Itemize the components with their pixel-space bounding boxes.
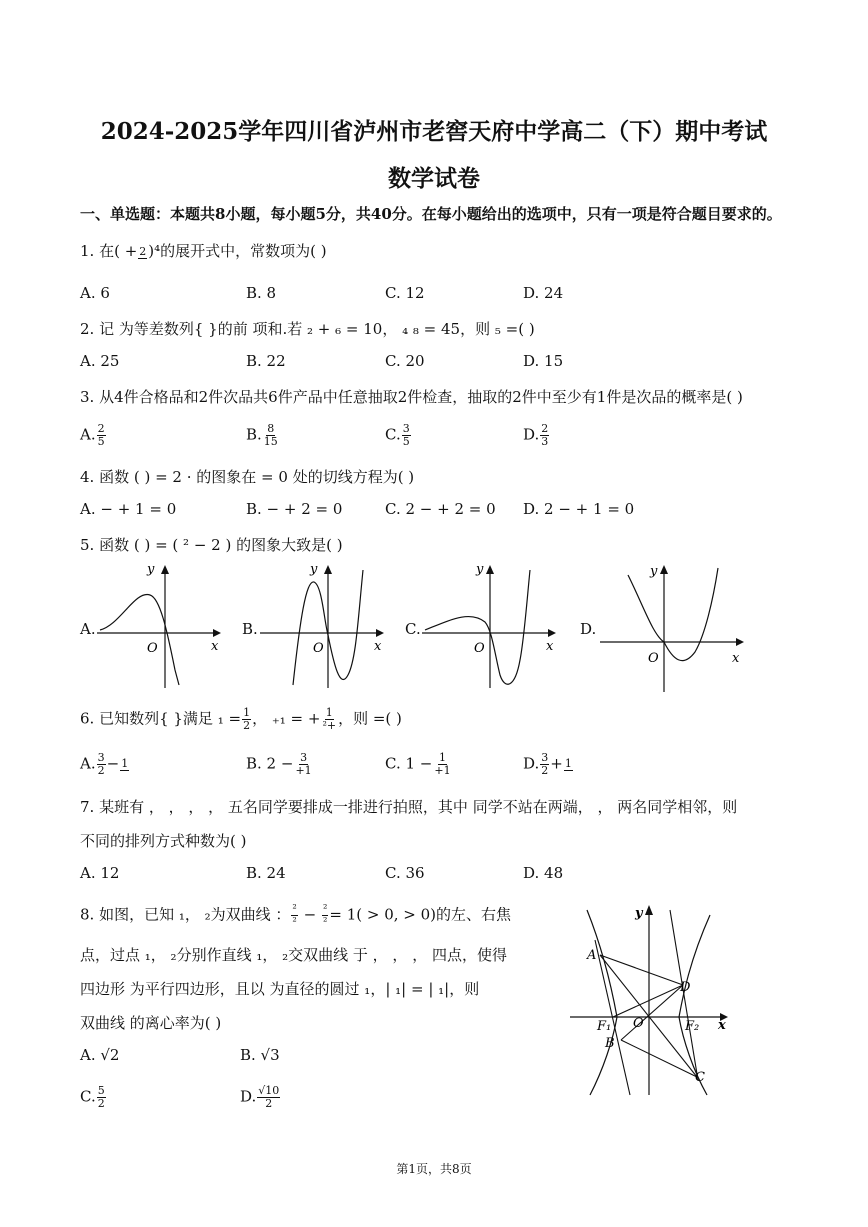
q1-text-pre: 1. 在( +: [80, 242, 138, 260]
q7-option-c: C. 36: [385, 864, 425, 882]
origin-label: O: [147, 641, 158, 656]
q3-option-b: B. $\frac{8}{15}$: [246, 422, 278, 448]
question-2: 2. 记 为等差数列{ }的前 项和.若 ₂ + ₆ = 10， ₄ ₈ = 45，则 ₅ =( ): [80, 320, 535, 338]
fig-point-c: C: [695, 1070, 705, 1085]
question-8-line-2: 点，过点 ₁， ₂分别作直线 ₁， ₂交双曲线 于 ， ， ， 四点，使得: [80, 946, 507, 964]
q3-option-d: D. $\frac{2}{3}$: [523, 422, 549, 448]
question-7-line-1: 7. 某班有 ， ， ， ， 五名同学要排成一排进行拍照，其中 同学不站在两端， ， 两名同学相邻，则: [80, 798, 738, 816]
q1-option-b: B. 8: [246, 284, 277, 302]
q2-option-b: B. 22: [246, 352, 286, 370]
q2-option-d: D. 15: [523, 352, 564, 370]
question-5: 5. 函数 ( ) = ( ² − 2 ) 的图象大致是( ): [80, 536, 343, 554]
hyperbola-figure: [565, 895, 740, 1100]
axis-y-label: y: [310, 562, 318, 577]
question-1: [80, 240, 327, 261]
axis-x-label: x: [546, 639, 554, 654]
q8-option-b: B. √3: [240, 1046, 280, 1064]
q6-option-b: B. 2 − $\frac{3}{+1}$: [246, 751, 312, 777]
q4-option-c: C. 2 − + 2 = 0: [385, 500, 496, 518]
q3-option-c: C. $\frac{3}{5}$: [385, 422, 410, 448]
q7-option-d: D. 48: [523, 864, 564, 882]
q6-option-c: C. 1 − $\frac{1}{+1}$: [385, 751, 451, 777]
q5-option-a: A.: [80, 620, 96, 638]
axis-x-label: x: [732, 651, 740, 666]
q1-option-c: C. 12: [385, 284, 425, 302]
fig-focus-f2: F₂: [685, 1019, 700, 1034]
question-3: 3. 从4件合格品和2件次品共6件产品中任意抽取2件检查，抽取的2件中至少有1件是次品的概率是( ): [80, 388, 743, 406]
q3-option-a: A. $\frac{2}{5}$: [80, 422, 105, 448]
axis-x-label: x: [211, 639, 219, 654]
q4-option-b: B. − + 2 = 0: [246, 500, 343, 518]
q5-graph-a: [95, 560, 225, 695]
q4-option-d: D. 2 − + 1 = 0: [523, 500, 635, 518]
origin-label: O: [648, 651, 659, 666]
q7-option-b: B. 24: [246, 864, 286, 882]
q8-option-c: C. $\frac{5}{2}$: [80, 1084, 105, 1110]
q6-option-a: A. $\frac{3}{2}$ − 1: [80, 751, 129, 777]
fig-axis-x: x: [718, 1018, 726, 1033]
fig-axis-y: y: [635, 906, 643, 921]
q2-option-a: A. 25: [80, 352, 120, 370]
axis-y-label: y: [650, 564, 658, 579]
axis-y-label: y: [147, 562, 155, 577]
question-8-line-4: 双曲线 的离心率为( ): [80, 1014, 222, 1032]
q2-option-c: C. 20: [385, 352, 425, 370]
q7-option-a: A. 12: [80, 864, 120, 882]
fig-point-d: D: [680, 980, 691, 995]
q1-text-post: )⁴的展开式中，常数项为( ): [148, 242, 327, 260]
axis-x-label: x: [374, 639, 382, 654]
fig-focus-f1: F₁: [597, 1019, 612, 1034]
q5-option-c: C.: [405, 620, 421, 638]
origin-label: O: [474, 641, 485, 656]
fig-origin: O: [633, 1016, 644, 1031]
question-6: 6. 已知数列{ }满足 ₁ = $\frac{1}{2}$ ， ₊₁ = + $\frac{1}{\text{²+}}$ ，则 =( ): [80, 706, 402, 732]
q6-option-d: D. $\frac{3}{2}$ + 1: [523, 751, 572, 777]
page-title: 2024-2025学年四川省泸州市老窖天府中学高二（下）期中考试: [100, 118, 768, 145]
question-8-line-3: 四边形 为平行四边形，且以 为直径的圆过 ₁，| ₁| = | ₁|，则: [80, 980, 480, 998]
page-subtitle: 数学试卷: [388, 165, 480, 192]
q1-option-a: A. 6: [80, 284, 110, 302]
axis-y-label: y: [476, 562, 484, 577]
q5-graph-c: [420, 560, 560, 695]
q5-option-d: D.: [580, 620, 597, 638]
fig-point-a: A: [587, 948, 597, 963]
q1-fraction: 2: [139, 244, 147, 258]
question-4: 4. 函数 ( ) = 2 · 的图象在 = 0 处的切线方程为( ): [80, 468, 415, 486]
q5-option-b: B.: [242, 620, 258, 638]
q8-option-d: D. $\frac{√10}{2}$: [240, 1084, 280, 1110]
q8-option-a: A. √2: [80, 1046, 120, 1064]
question-7-line-2: 不同的排列方式种数为( ): [80, 832, 247, 850]
section-heading: 一、单选题：本题共8小题，每小题5分，共40分。在每小题给出的选项中，只有一项是符合题目要求的。: [80, 205, 782, 223]
q4-option-a: A. − + 1 = 0: [80, 500, 177, 518]
origin-label: O: [313, 641, 324, 656]
q5-graph-d: [598, 560, 748, 695]
fig-point-b: B: [605, 1036, 615, 1051]
page-footer: 第1页，共8页: [396, 1162, 472, 1176]
question-8-line-1: 8. 如图，已知 ₁， ₂为双曲线 ： $\frac{\text{²}}{\text{²}}$ − $\frac{\text{²}}{\text{²}}$ = 1( > 0, > 0)的左、右焦: [80, 902, 512, 928]
q5-graph-b: [258, 560, 388, 695]
q1-option-d: D. 24: [523, 284, 564, 302]
